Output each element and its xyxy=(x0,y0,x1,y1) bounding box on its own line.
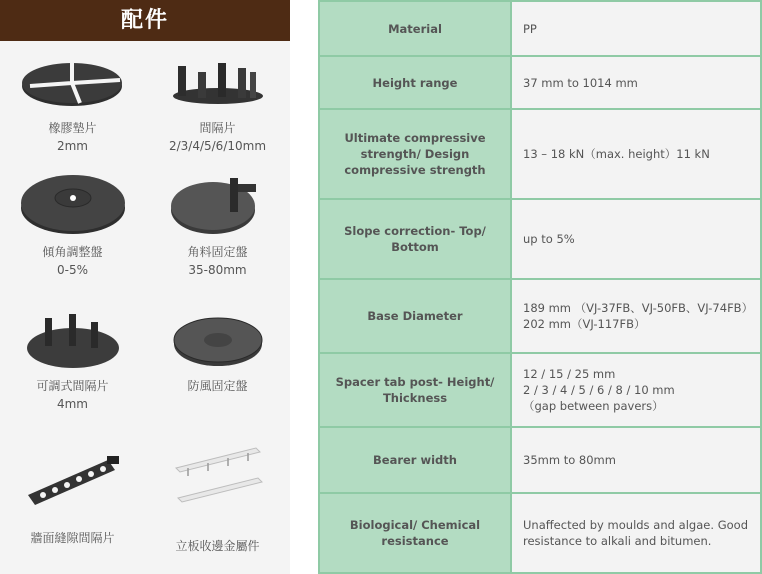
spec-value xyxy=(512,57,760,108)
accessory-spec: 35-80mm xyxy=(188,263,247,277)
accessory-spacer xyxy=(145,58,290,154)
accessory-name: 角料固定盤 xyxy=(187,245,248,259)
spec-value xyxy=(512,494,760,572)
accessory-name: 間隔片 xyxy=(199,121,236,135)
slope-disc-image xyxy=(18,168,128,238)
spec-row-resistance xyxy=(318,492,762,572)
spec-row-height-range xyxy=(318,55,762,108)
spec-row-material xyxy=(318,0,762,55)
spec-row-bearer-width xyxy=(318,426,762,492)
accessory-adjustable-spacer xyxy=(0,312,145,412)
accessory-slope-disc xyxy=(0,168,145,278)
accessory-spec: 2mm xyxy=(56,139,88,153)
spacer-image xyxy=(168,58,268,110)
spec-value xyxy=(512,354,760,426)
spec-label: Base Diameter xyxy=(320,280,510,352)
adjustable-spacer-image xyxy=(23,312,123,372)
accessory-wall-gap-spacer xyxy=(0,450,145,546)
spec-label: Slope correction- Top/ Bottom xyxy=(320,200,510,278)
accessory-name: 傾角調整盤 xyxy=(42,245,103,259)
fascia-bracket-image xyxy=(168,438,268,518)
spec-label: Height range xyxy=(320,57,510,108)
rubber-pad-image xyxy=(20,58,125,110)
spec-label: Biological/ Chemical resistance xyxy=(320,494,510,572)
accessory-fascia-bracket xyxy=(145,438,290,554)
spec-row-slope-correction xyxy=(318,198,762,278)
accessory-name: 牆面縫隙間隔片 xyxy=(30,531,115,545)
spec-value-line: 189 mm （VJ-37FB、VJ-50FB、VJ-74FB） xyxy=(523,301,754,315)
spec-value-line: 12 / 15 / 25 mm xyxy=(523,367,616,381)
spec-value xyxy=(512,2,760,55)
spec-value xyxy=(512,280,760,352)
accessory-rubber-pad xyxy=(0,58,145,154)
spec-label: Bearer width xyxy=(320,428,510,492)
spec-value-line: 13 – 18 kN（max. height）11 kN xyxy=(523,147,710,161)
spec-value xyxy=(512,428,760,492)
spec-label: Material xyxy=(320,2,510,55)
accessories-panel xyxy=(0,0,290,574)
spec-value-line: 35mm to 80mm xyxy=(523,453,616,467)
bearer-disc-image xyxy=(168,168,268,238)
spec-row-base-diameter xyxy=(318,278,762,352)
spec-value-line: 37 mm to 1014 mm xyxy=(523,75,638,90)
spec-row-compressive-strength xyxy=(318,108,762,198)
spec-value-line: 202 mm（VJ-117FB） xyxy=(523,317,646,331)
spec-table xyxy=(318,0,762,574)
accessory-name: 可調式間隔片 xyxy=(36,379,109,393)
accessories-title: 配件 xyxy=(0,0,290,41)
accessory-name: 橡膠墊片 xyxy=(48,121,97,135)
accessory-name: 立板收邊金屬件 xyxy=(175,539,260,553)
spec-label: Ultimate compressive strength/ Design compressive strength xyxy=(320,110,510,198)
accessory-spec: 2/3/4/5/6/10mm xyxy=(168,139,267,153)
spec-value-line: Unaffected by moulds and algae. Good resistance to alkali and bitumen. xyxy=(523,518,748,548)
spec-label: Spacer tab post- Height/ Thickness xyxy=(320,354,510,426)
spec-value-line: （gap between pavers） xyxy=(523,399,664,413)
accessory-name: 防風固定盤 xyxy=(187,379,248,393)
accessory-wind-disc xyxy=(145,312,290,396)
spec-value-line: PP xyxy=(523,21,537,36)
spec-value xyxy=(512,200,760,278)
accessory-bearer-disc xyxy=(145,168,290,278)
wind-disc-image xyxy=(168,312,268,372)
spec-row-spacer-tab xyxy=(318,352,762,426)
spec-value-line: 2 / 3 / 4 / 5 / 6 / 8 / 10 mm xyxy=(523,383,675,397)
spec-value xyxy=(512,110,760,198)
wall-gap-spacer-image xyxy=(23,450,123,510)
accessory-spec: 0-5% xyxy=(56,263,88,277)
accessory-spec: 4mm xyxy=(56,397,88,411)
spec-value-line: up to 5% xyxy=(523,232,575,246)
